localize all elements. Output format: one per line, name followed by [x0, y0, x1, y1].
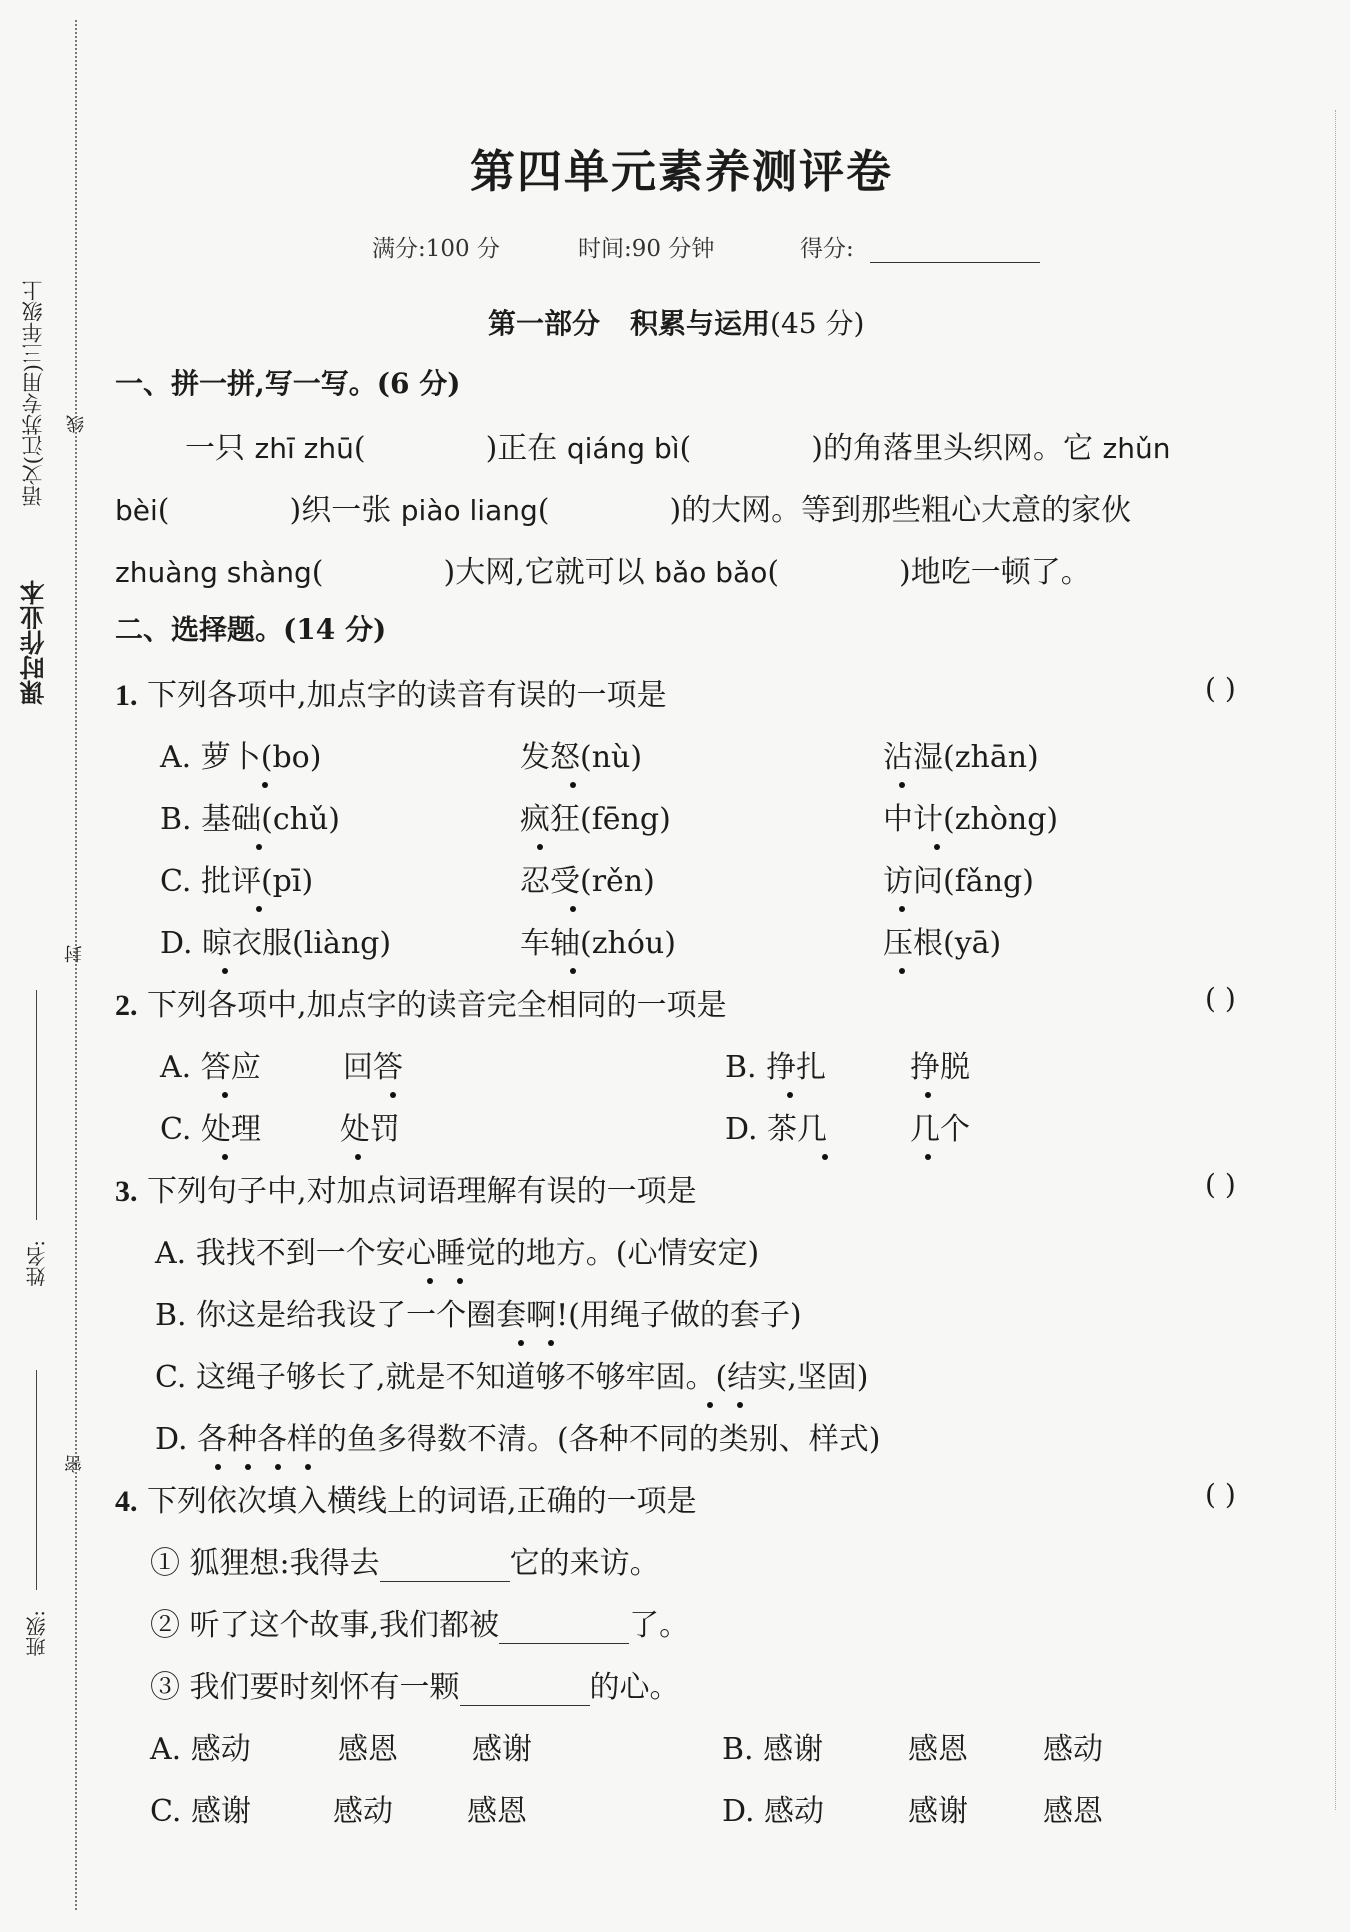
q1-option: C. 批评(pī) [160, 864, 314, 899]
q1-option: 访问(fǎng) [883, 864, 1034, 899]
fill-blank[interactable] [380, 1551, 510, 1582]
q2-option-a-2: 回答 [343, 1050, 403, 1085]
q4-sentence-3: ③ 我们要时刻怀有一颗 的心。 [150, 1670, 680, 1705]
emphasis-dot [355, 1154, 361, 1160]
emphasis-dot [256, 906, 262, 912]
q2-option-b-2: 挣脱 [910, 1050, 970, 1085]
class-field[interactable] [36, 1370, 37, 1590]
q1-option: D. 晾衣服(liàng) [160, 926, 392, 961]
emphasis-dot [899, 968, 905, 974]
q4-option-a-1: A. 感动 [150, 1732, 251, 1767]
seal-label: 封 [64, 945, 85, 963]
emphasis-dot [390, 1092, 396, 1098]
emphasis-dot [305, 1464, 311, 1470]
q4-sentence-1: ① 狐狸想:我得去 它的来访。 [150, 1546, 660, 1581]
section1-heading: 一、拼一拼,写一写。(6 分) [115, 367, 461, 400]
emphasis-dot [925, 1154, 931, 1160]
emphasis-dot [215, 1464, 221, 1470]
emphasis-dot [457, 1278, 463, 1284]
q4-answer-paren[interactable]: ( ) [1205, 1478, 1236, 1511]
q4-option-a-2: 感恩 [338, 1732, 398, 1767]
name-field[interactable] [36, 990, 37, 1220]
book-name: 课时作业本 [19, 580, 48, 705]
q1-option: 发怒(nù) [520, 740, 643, 775]
q4-option-b-3: 感动 [1043, 1732, 1103, 1767]
q1-stem: 1. 下列各项中,加点字的读音有误的一项是 [115, 678, 667, 713]
section2-heading: 二、选择题。(14 分) [115, 613, 387, 646]
pinyin-line-3: zhuàng shàng( )大网,它就可以 bǎo bǎo( )地吃一顿了。 [115, 555, 1091, 590]
q1-option: 车轴(zhóu) [520, 926, 676, 961]
q3-option-a: A. 我找不到一个安心睡觉的地方。(心情安定) [155, 1236, 760, 1271]
emphasis-dot [787, 1092, 793, 1098]
emphasis-dot [899, 906, 905, 912]
q3-stem: 3. 下列句子中,对加点词语理解有误的一项是 [115, 1174, 697, 1209]
emphasis-dot [934, 844, 940, 850]
time-limit: 时间:90 分钟 [578, 236, 715, 262]
q2-option-c-1: C. 处理 [160, 1112, 261, 1147]
q2-option-c-2: 处罚 [340, 1112, 400, 1147]
emphasis-dot [548, 1340, 554, 1346]
q1-option: 疯狂(fēng) [520, 802, 671, 837]
part-title: 第一部分 积累与运用(45 分) [488, 307, 865, 340]
q2-option-d-2: 几个 [910, 1112, 970, 1147]
binding-line [75, 20, 77, 1910]
q4-stem: 4. 下列依次填入横线上的词语,正确的一项是 [115, 1484, 697, 1519]
q2-option-d-1: D. 茶几 [725, 1112, 828, 1147]
emphasis-dot [275, 1464, 281, 1470]
emphasis-dot [737, 1402, 743, 1408]
q4-option-d-3: 感恩 [1043, 1794, 1103, 1829]
q1-answer-paren[interactable]: ( ) [1205, 672, 1236, 705]
fill-blank[interactable] [460, 1675, 590, 1706]
page-title: 第四单元素养测评卷 [470, 145, 894, 198]
q2-answer-paren[interactable]: ( ) [1205, 982, 1236, 1015]
emphasis-dot [222, 1154, 228, 1160]
pinyin-line-1: 一只 zhī zhū( )正在 qiáng bì( )的角落里头织网。它 zhǔn [185, 431, 1171, 466]
q4-option-b-1: B. 感谢 [722, 1732, 824, 1767]
q3-option-c: C. 这绳子够长了,就是不知道够不够牢固。(结实,坚固) [155, 1360, 869, 1395]
emphasis-dot [537, 844, 543, 850]
q4-option-a-3: 感谢 [472, 1732, 532, 1767]
emphasis-dot [925, 1092, 931, 1098]
q1-option: A. 萝卜(bo) [160, 740, 322, 775]
class-label: 班级: [25, 1610, 49, 1657]
q3-answer-paren[interactable]: ( ) [1205, 1168, 1236, 1201]
q2-option-b-1: B. 挣扎 [725, 1050, 827, 1085]
fill-blank[interactable] [499, 1613, 629, 1644]
q2-stem: 2. 下列各项中,加点字的读音完全相同的一项是 [115, 988, 727, 1023]
q4-option-d-2: 感谢 [908, 1794, 968, 1829]
q2-option-a-1: A. 答应 [160, 1050, 261, 1085]
q1-option: 压根(yā) [883, 926, 1002, 961]
emphasis-dot [256, 844, 262, 850]
cut-line-label: 线 [66, 415, 87, 433]
q4-sentence-2: ② 听了这个故事,我们都被 了。 [150, 1608, 690, 1643]
q3-option-d: D. 各种各样的鱼多得数不清。(各种不同的类别、样式) [155, 1422, 881, 1457]
q1-option: B. 基础(chǔ) [160, 802, 340, 837]
emphasis-dot [570, 968, 576, 974]
q4-option-b-2: 感恩 [908, 1732, 968, 1767]
subject-label: 语文(江苏专用)三年级上 [21, 280, 45, 507]
q1-option: 沾湿(zhān) [883, 740, 1039, 775]
emphasis-dot [899, 782, 905, 788]
q4-option-c-2: 感动 [333, 1794, 393, 1829]
score-label: 得分: [800, 236, 854, 262]
emphasis-dot [222, 968, 228, 974]
q4-option-c-3: 感恩 [467, 1794, 527, 1829]
emphasis-dot [822, 1154, 828, 1160]
emphasis-dot [570, 782, 576, 788]
q1-option: 忍受(rěn) [520, 864, 655, 899]
emphasis-dot [518, 1340, 524, 1346]
emphasis-dot [245, 1464, 251, 1470]
emphasis-dot [262, 782, 268, 788]
emphasis-dot [707, 1402, 713, 1408]
q4-option-c-1: C. 感谢 [150, 1794, 251, 1829]
q4-option-d-1: D. 感动 [722, 1794, 825, 1829]
emphasis-dot [222, 1092, 228, 1098]
q3-option-b: B. 你这是给我设了一个圈套啊!(用绳子做的套子) [155, 1298, 802, 1333]
pinyin-line-2: bèi( )织一张 piào liang( )的大网。等到那些粗心大意的家伙 [115, 493, 1132, 528]
emphasis-dot [570, 906, 576, 912]
right-edge-line [1335, 110, 1336, 1810]
seal2-label: 密 [64, 1455, 85, 1473]
q1-option: 中计(zhòng) [883, 802, 1059, 837]
emphasis-dot [427, 1278, 433, 1284]
full-score: 满分:100 分 [372, 236, 500, 262]
score-field[interactable] [870, 262, 1040, 263]
name-label: 姓名: [25, 1240, 49, 1287]
